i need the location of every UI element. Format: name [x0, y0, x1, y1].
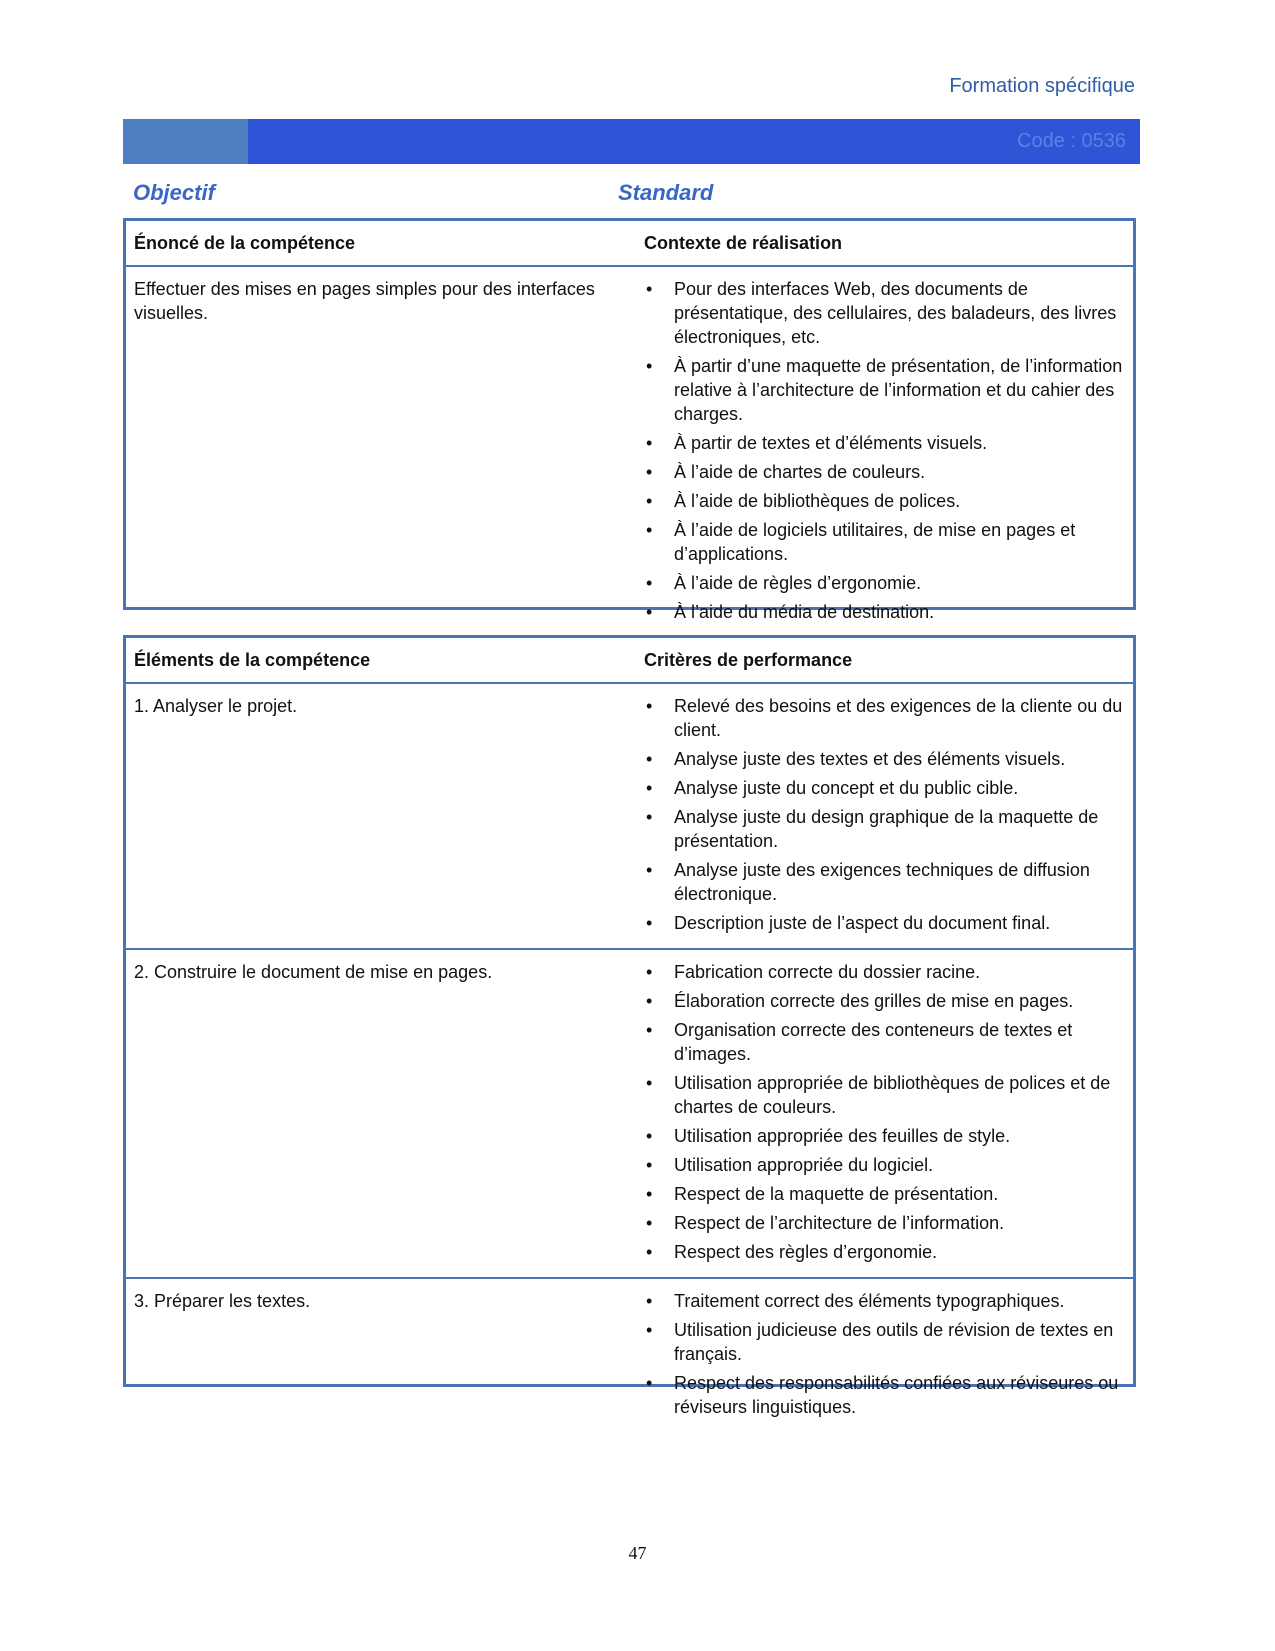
- element-section: [126, 1277, 1133, 1432]
- critere-item-text: Respect des responsabilités confiées aux réviseures ou réviseurs linguistiques.: [674, 1373, 1119, 1417]
- bullet-icon: •: [646, 279, 653, 299]
- formation-label: Formation spécifique: [949, 75, 1135, 97]
- contexte-item-text: À l’aide de chartes de couleurs.: [674, 462, 926, 482]
- critere-item-text: Élaboration correcte des grilles de mise en pages.: [674, 991, 1074, 1011]
- page-number: 47: [628, 1543, 647, 1563]
- critere-item-text: Respect de la maquette de présentation.: [674, 1184, 999, 1204]
- critere-item: [646, 694, 1133, 742]
- critere-item: [646, 911, 1133, 935]
- bullet-icon: •: [646, 1020, 653, 1040]
- contexte-item: [646, 277, 1133, 349]
- element-label: 2. Construire le document de mise en pages.: [134, 962, 493, 982]
- contexte-item: [646, 489, 1133, 513]
- elements-box-header: [126, 638, 1133, 684]
- code-bar: [123, 119, 1140, 164]
- bullet-icon: •: [646, 1126, 653, 1146]
- contexte-item-text: À l’aide du média de destination.: [674, 602, 935, 622]
- critere-item: [646, 1182, 1133, 1206]
- elements-box: [123, 635, 1136, 1417]
- critere-item-text: Analyse juste des exigences techniques de diffusion électronique.: [674, 860, 1090, 904]
- critere-item: [646, 1071, 1133, 1119]
- bullet-icon: •: [646, 1373, 653, 1393]
- bullet-icon: •: [646, 462, 653, 482]
- contexte-item-text: À partir de textes et d’éléments visuels.: [674, 433, 988, 453]
- standard-heading: Standard: [618, 180, 714, 205]
- bullet-icon: •: [646, 1320, 653, 1340]
- critere-item-text: Utilisation judicieuse des outils de révision de textes en français.: [674, 1320, 1114, 1364]
- critere-item: [646, 776, 1133, 800]
- competence-box: [123, 218, 1136, 622]
- bullet-icon: •: [646, 807, 653, 827]
- bullet-icon: •: [646, 433, 653, 453]
- bullet-icon: •: [646, 696, 653, 716]
- element-label: 3. Préparer les textes.: [134, 1291, 311, 1311]
- contexte-item: [646, 600, 1133, 624]
- critere-item-text: Analyse juste du concept et du public cible.: [674, 778, 1019, 798]
- bullet-icon: •: [646, 491, 653, 511]
- critere-item: [646, 1371, 1133, 1419]
- bullet-icon: •: [646, 520, 653, 540]
- bullet-icon: •: [646, 1242, 653, 1262]
- enonce-text: Effectuer des mises en pages simples pour des interfaces visuelles.: [134, 279, 595, 323]
- bullet-icon: •: [646, 1155, 653, 1175]
- critere-item-text: Description juste de l’aspect du document final.: [674, 913, 1051, 933]
- bullet-icon: •: [646, 1184, 653, 1204]
- bullet-icon: •: [646, 602, 653, 622]
- criteres-list: [126, 950, 1133, 1277]
- contexte-item: [646, 518, 1133, 566]
- bullet-icon: •: [646, 778, 653, 798]
- elements-container: [126, 684, 1133, 1432]
- criteres-list: [126, 684, 1133, 948]
- bullet-icon: •: [646, 356, 653, 376]
- critere-item-text: Respect de l’architecture de l’information.: [674, 1213, 1005, 1233]
- critere-item-text: Relevé des besoins et des exigences de la cliente ou du client.: [674, 696, 1123, 740]
- element-label: 1. Analyser le projet.: [134, 696, 298, 716]
- bullet-icon: •: [646, 1073, 653, 1093]
- contexte-item: [646, 571, 1133, 595]
- critere-item-text: Utilisation appropriée du logiciel.: [674, 1155, 934, 1175]
- contexte-item-text: À partir d’une maquette de présentation, de l’information relative à l’architecture de l’information et du cahier des charges.: [674, 356, 1123, 424]
- critere-item-text: Fabrication correcte du dossier racine.: [674, 962, 981, 982]
- critere-item-text: Utilisation appropriée des feuilles de style.: [674, 1126, 1011, 1146]
- critere-item: [646, 1318, 1133, 1366]
- critere-item: [646, 1153, 1133, 1177]
- bullet-icon: •: [646, 1291, 653, 1311]
- contexte-column-header: Contexte de réalisation: [644, 233, 843, 253]
- bullet-icon: •: [646, 991, 653, 1011]
- critere-item: [646, 1211, 1133, 1235]
- contexte-item-text: À l’aide de bibliothèques de polices.: [674, 491, 961, 511]
- contexte-item-text: Pour des interfaces Web, des documents de présentatique, des cellulaires, des baladeurs, des livres électroniques, etc.: [674, 279, 1117, 347]
- critere-item: [646, 960, 1133, 984]
- bullet-icon: •: [646, 860, 653, 880]
- critere-item: [646, 1018, 1133, 1066]
- critere-item-text: Organisation correcte des conteneurs de textes et d’images.: [674, 1020, 1073, 1064]
- critere-item: [646, 858, 1133, 906]
- critere-item: [646, 1240, 1133, 1264]
- critere-item-text: Traitement correct des éléments typographiques.: [674, 1291, 1065, 1311]
- critere-item: [646, 805, 1133, 853]
- critere-item: [646, 747, 1133, 771]
- contexte-item: [646, 431, 1133, 455]
- bullet-icon: •: [646, 573, 653, 593]
- critere-item-text: Utilisation appropriée de bibliothèques de polices et de chartes de couleurs.: [674, 1073, 1111, 1117]
- competence-box-header: [126, 221, 1133, 267]
- critere-item: [646, 989, 1133, 1013]
- critere-item-text: Analyse juste des textes et des éléments visuels.: [674, 749, 1066, 769]
- enonce-column-header: Énoncé de la compétence: [134, 233, 356, 253]
- contexte-item: [646, 460, 1133, 484]
- contexte-item: [646, 354, 1133, 426]
- code-label: Code : 0536: [1017, 130, 1126, 152]
- criteres-column-header: Critères de performance: [644, 650, 853, 670]
- element-section: [126, 948, 1133, 1277]
- bullet-icon: •: [646, 962, 653, 982]
- heading-row: [133, 180, 1133, 210]
- bullet-icon: •: [646, 913, 653, 933]
- critere-item-text: Respect des règles d’ergonomie.: [674, 1242, 938, 1262]
- bullet-icon: •: [646, 1213, 653, 1233]
- competence-section: [126, 267, 1133, 637]
- contexte-item-text: À l’aide de logiciels utilitaires, de mise en pages et d’applications.: [674, 520, 1076, 564]
- critere-item-text: Analyse juste du design graphique de la maquette de présentation.: [674, 807, 1099, 851]
- elements-column-header: Éléments de la compétence: [134, 650, 371, 670]
- critere-item: [646, 1289, 1133, 1313]
- critere-item: [646, 1124, 1133, 1148]
- contexte-item-text: À l’aide de règles d’ergonomie.: [674, 573, 922, 593]
- objectif-heading: Objectif: [133, 180, 215, 205]
- bullet-icon: •: [646, 749, 653, 769]
- element-section: [126, 684, 1133, 948]
